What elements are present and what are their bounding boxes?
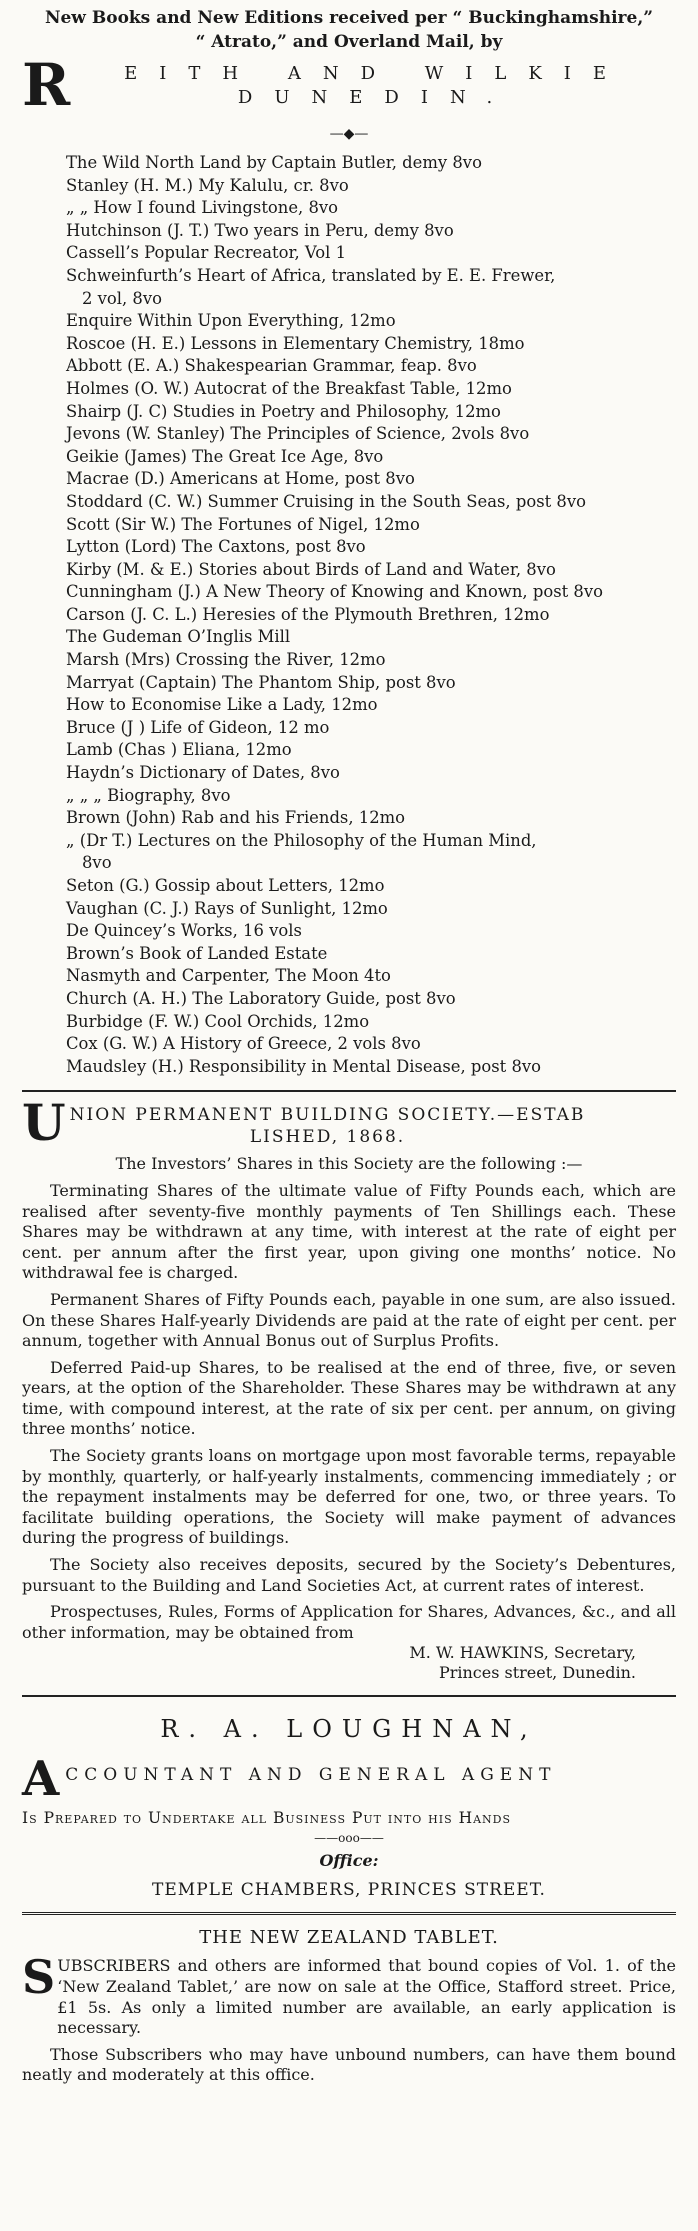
loughnan-name: R. A. LOUGHNAN,: [160, 1715, 538, 1744]
society-title-line2: LISHED, 1868.: [249, 1127, 406, 1148]
society-signature: [22, 1643, 676, 1683]
book-entry: Roscoe (H. E.) Lessons in Elementary Chemistry, 18mo: [66, 333, 525, 353]
book-entry: Haydn’s Dictionary of Dates, 8vo: [66, 763, 340, 783]
book-entry: Shairp (J. C) Studies in Poetry and Philosophy, 12mo: [66, 401, 501, 421]
book-entry: Burbidge (F. W.) Cool Orchids, 12mo: [66, 1011, 370, 1031]
book-entry: Kirby (M. & E.) Stories about Birds of Land and Water, 8vo: [66, 559, 556, 579]
tablet-title: THE NEW ZEALAND TABLET.: [199, 1927, 499, 1949]
book-entry: Vaughan (C. J.) Rays of Sunlight, 12mo: [66, 898, 388, 918]
dropcap-a: A: [22, 1751, 60, 1808]
secretary-address: Princes street, Dunedin.: [438, 1663, 636, 1683]
dropcap-s: S: [22, 1950, 56, 2005]
book-entry: „ (Dr T.) Lectures on the Philosophy of the Human Mind,: [66, 830, 537, 850]
firm-name-block: [22, 51, 676, 119]
book-entry: Brown (John) Rab and his Friends, 12mo: [66, 808, 406, 828]
book-entry: Marryat (Captain) The Phantom Ship, post 8vo: [66, 672, 456, 692]
book-entry: The Wild North Land by Captain Butler, demy 8vo: [66, 153, 482, 172]
firm-name: [76, 58, 676, 110]
section-divider: [22, 1090, 676, 1092]
dropcap-r: R: [22, 51, 71, 119]
section-divider: [22, 1912, 676, 1915]
book-entry: Cox (G. W.) A History of Greece, 2 vols 8vo: [66, 1034, 421, 1054]
book-entry: Holmes (O. W.) Autocrat of the Breakfast Table, 12mo: [66, 378, 512, 398]
section-divider: [22, 1695, 676, 1697]
office-address: TEMPLE CHAMBERS, PRINCES STREET.: [152, 1880, 546, 1901]
book-entry: „ „ How I found Livingstone, 8vo: [66, 198, 339, 218]
book-entry: Abbott (E. A.) Shakespearian Grammar, feap. 8vo: [66, 356, 477, 376]
dropcap-u: U: [22, 1093, 66, 1153]
book-entry: Geikie (James) The Great Ice Age, 8vo: [66, 446, 384, 466]
book-entry: Carson (J. C. L.) Heresies of the Plymouth Brethren, 12mo: [66, 604, 550, 624]
book-entry: Schweinfurth’s Heart of Africa, translated by E. E. Frewer,: [66, 265, 556, 285]
book-entry: Hutchinson (J. T.) Two years in Peru, demy 8vo: [66, 220, 454, 240]
book-entry: Scott (Sir W.) The Fortunes of Nigel, 12mo: [66, 514, 420, 534]
office-label: Office:: [319, 1851, 379, 1871]
book-entry: Nasmyth and Carpenter, The Moon 4to: [66, 966, 391, 986]
society-paragraph-deposits: The Society also receives deposits, secured by the Society’s Debentures, pursuant to the Building and Land Societies Act, at current rates of interest.: [22, 1555, 676, 1595]
book-entry: Church (A. H.) The Laboratory Guide, post 8vo: [66, 988, 456, 1008]
book-list: [22, 152, 676, 1078]
firm-name-line2: DUNEDIN.: [237, 87, 515, 108]
ornament-divider: —◆—: [329, 126, 369, 142]
secretary-name: M. W. HAWKINS, Secretary,: [409, 1643, 636, 1663]
society-paragraph-deferred: Deferred Paid-up Shares, to be realised at the end of three, five, or seven years, at the option of the Shareholder. These Shares may be withdrawn at any time, with compound interest, at the rate of six per cent. per annum, on giving three months’ notice.: [22, 1357, 676, 1439]
tablet-paragraph-2: Those Subscribers who may have unbound numbers, can have them bound neatly and moderately at this office.: [22, 2044, 676, 2085]
building-society-advert: [22, 1093, 676, 1683]
advert-headline-1: New Books and New Editions received per “ Buckinghamshire,”: [44, 8, 654, 28]
loughnan-title-text: CCOUNTANT AND GENERAL AGENT: [65, 1765, 557, 1786]
book-entry: Enquire Within Upon Everything, 12mo: [66, 311, 396, 331]
firm-name-line1: EITH AND WILKIE: [124, 63, 629, 84]
society-title: [70, 1100, 586, 1148]
reith-wilkie-advert: [22, 6, 676, 1078]
book-entry: Stanley (H. M.) My Kalulu, cr. 8vo: [66, 175, 349, 195]
book-entry: 2 vol, 8vo: [82, 288, 162, 308]
loughnan-advert: [22, 1715, 676, 1900]
book-entry: Macrae (D.) Americans at Home, post 8vo: [66, 469, 415, 489]
society-paragraph-loans: The Society grants loans on mortgage upon most favorable terms, repayable by monthly, quarterly, or half-yearly instalments, commencing immediately ; or the repayment instalments may be deferred for one, two, or three years. To facilitate building operations, the Society will make payment of advances during the progress of buildings.: [22, 1446, 676, 1548]
society-intro: The Investors’ Shares in this Society are the following :—: [115, 1154, 583, 1174]
book-entry: Brown’s Book of Landed Estate: [66, 943, 328, 963]
book-entry: Jevons (W. Stanley) The Principles of Science, 2vols 8vo: [66, 424, 530, 444]
tablet-paragraph-1: UBSCRIBERS and others are informed that bound copies of Vol. 1. of the ‘New Zealand Tablet,’ are now on sale at the Office, Stafford street. Price, £1 5s. As only a limited number are available, an early application is necessary.: [57, 1956, 676, 2038]
book-entry: How to Economise Like a Lady, 12mo: [66, 695, 378, 715]
society-paragraph-permanent: Permanent Shares of Fifty Pounds each, payable in one sum, are also issued. On these Shares Half-yearly Dividends are paid at the rate of eight per cent. per annum, together with Annual Bonus out of Surplus Profits.: [22, 1289, 676, 1351]
loughnan-tagline: Is Prepared to Undertake all Business Put into his Hands: [22, 1809, 512, 1828]
book-entry: 8vo: [82, 853, 112, 873]
tablet-advert: [22, 1927, 676, 2086]
book-entry: Lamb (Chas ) Eliana, 12mo: [66, 740, 292, 760]
society-title-line1: NION PERMANENT BUILDING SOCIETY.—ESTAB: [69, 1105, 586, 1126]
book-entry: Bruce (J ) Life of Gideon, 12 mo: [66, 717, 330, 737]
society-heading: [22, 1093, 676, 1153]
book-entry: The Gudeman O’Inglis Mill: [66, 627, 291, 647]
tablet-notice: [22, 1950, 676, 2038]
book-entry: Stoddard (C. W.) Summer Cruising in the South Seas, post 8vo: [66, 491, 586, 511]
advert-headline-2: “ Atrato,” and Overland Mail, by: [195, 32, 503, 52]
book-entry: Lytton (Lord) The Caxtons, post 8vo: [66, 537, 366, 557]
loughnan-separator: ——ooo——: [314, 1831, 384, 1846]
book-entry: De Quincey’s Works, 16 vols: [66, 921, 302, 941]
society-paragraph-prospectus: Prospectuses, Rules, Forms of Application for Shares, Advances, &c., and all other information, may be obtained from: [22, 1602, 676, 1642]
society-paragraph-terminating: Terminating Shares of the ultimate value of Fifty Pounds each, which are realised after seventy-five monthly payments of Ten Shillings each. These Shares may be withdrawn at any time, with interest at the rate of eight per cent. per annum after the first year, upon giving one months’ notice. No withdrawal fee is charged.: [22, 1180, 676, 1283]
book-entry: Cunningham (J.) A New Theory of Knowing and Known, post 8vo: [66, 582, 603, 602]
book-entry: Maudsley (H.) Responsibility in Mental Disease, post 8vo: [66, 1056, 542, 1076]
book-entry: „ „ „ Biography, 8vo: [66, 785, 231, 805]
book-entry: Cassell’s Popular Recreator, Vol 1: [66, 243, 347, 263]
book-entry: Seton (G.) Gossip about Letters, 12mo: [66, 876, 385, 895]
loughnan-title: [22, 1751, 676, 1808]
book-entry: Marsh (Mrs) Crossing the River, 12mo: [66, 650, 386, 670]
newspaper-page: [22, 0, 676, 2086]
